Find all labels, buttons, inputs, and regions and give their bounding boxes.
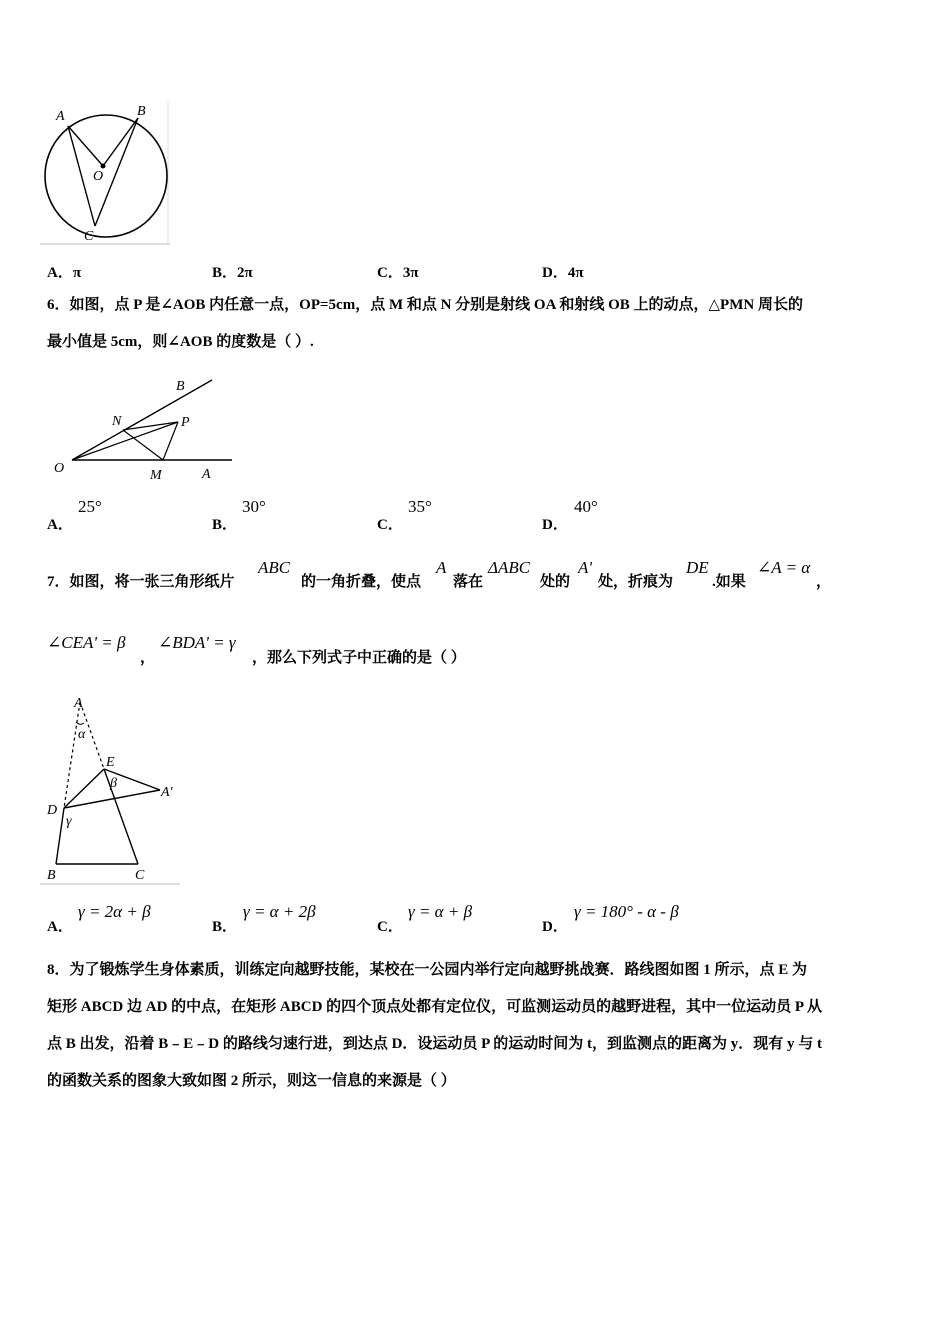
q6-label-o: O [54,461,65,476]
q7-label-b: B [47,868,56,883]
q7-label-d: D [47,803,58,818]
q7-text-9: ，那么下列式子中正确的是（ ） [252,650,466,666]
q7-option-d-letter: D． [542,919,568,935]
q8-text-line1: 8．为了锻炼学生身体素质，训练定向越野技能，某校在一公园内举行定向越野挑战赛．路线图如图 1 所示，点 E 为 [47,962,808,978]
q7-option-a-letter: A． [47,919,73,935]
q6-label-b: B [176,379,185,394]
q7-text-1: 7．如图，将一张三角形纸片 [47,574,235,590]
q5-option-b: B．2π [212,265,253,281]
q7-text-7: ， [816,574,832,590]
q7-math-triangle: ΔABC [488,558,531,577]
q5-circle-figure [40,98,172,246]
q7-text-2: 的一角折叠，使点 [301,574,422,590]
q7-option-d-value: γ = 180° - α - β [574,902,679,921]
q7-text-3: 落在 [453,574,484,590]
q7-math-angle-a: ∠A = α [757,558,811,577]
q8-text-line3: 点 B 出发，沿着 B﹣E﹣D 的路线匀速行进，到达点 D．设运动员 P 的运动时间为 t，到监测点的距离为 y．现有 y 与 t [47,1036,823,1052]
q5-option-d: D．4π [542,265,584,281]
q7-option-c-letter: C． [377,919,403,935]
q7-math-abc: ABC [258,558,291,577]
q6-text-line2: 最小值是 5cm，则∠AOB 的度数是（ ）. [47,334,314,350]
q5-option-c: C．3π [377,265,419,281]
q6-label-a: A [202,467,211,482]
q7-option-a-value: γ = 2α + β [78,902,151,921]
q7-math-a: A [436,558,447,577]
q7-math-bda: ∠BDA' = γ [158,633,236,652]
q6-label-n: N [112,414,122,429]
q7-label-c: C [135,868,145,883]
q7-option-c-value: γ = α + β [408,902,473,921]
q6-text-line1: 6．如图，点 P 是∠AOB 内任意一点，OP=5cm，点 M 和点 N 分别是射线 OA 和射线 OB 上的动点，△PMN 周长的 [47,297,803,313]
q7-text-5: 处，折痕为 [598,574,674,590]
q7-label-alpha: α [78,727,86,742]
q6-option-a-letter: A． [47,517,73,533]
q5-option-a: A．π [47,265,82,281]
q7-option-b-value: γ = α + 2β [243,902,316,921]
q6-option-c-letter: C． [377,517,403,533]
q7-text-8: ， [140,650,156,666]
q7-text-4: 处的 [540,574,571,590]
q6-option-b-value: 30° [242,497,266,516]
q7-math-a-prime: A' [578,558,593,577]
q5-label-o: O [93,169,104,184]
q6-label-p: P [181,415,190,430]
q6-option-d-value: 40° [574,497,598,516]
q5-label-a: A [56,109,65,124]
q6-option-b-letter: B． [212,517,238,533]
q8-text-line4: 的函数关系的图象大致如图 2 所示，则这一信息的来源是（ ） [47,1073,456,1089]
q5-label-c: C [84,229,94,244]
q7-label-a: A [74,696,83,711]
q7-label-beta: β [110,776,117,791]
q5-label-b: B [137,104,146,119]
q7-label-a-prime: A' [161,785,173,800]
q6-angle-figure [48,372,238,484]
q6-option-d-letter: D． [542,517,568,533]
q7-label-e: E [106,755,115,770]
q7-text-6: .如果 [712,574,746,590]
q7-math-cea: ∠CEA' = β [47,633,126,652]
q6-label-m: M [150,468,162,483]
q6-option-a-value: 25° [78,497,102,516]
q7-fold-figure [40,692,185,887]
q8-text-line2: 矩形 ABCD 边 AD 的中点，在矩形 ABCD 的四个顶点处都有定位仪，可监测运动员的越野进程，其中一位运动员 P 从 [47,999,823,1015]
q6-option-c-value: 35° [408,497,432,516]
q7-label-gamma: γ [66,814,72,829]
q7-math-de: DE [686,558,709,577]
q7-option-b-letter: B． [212,919,238,935]
